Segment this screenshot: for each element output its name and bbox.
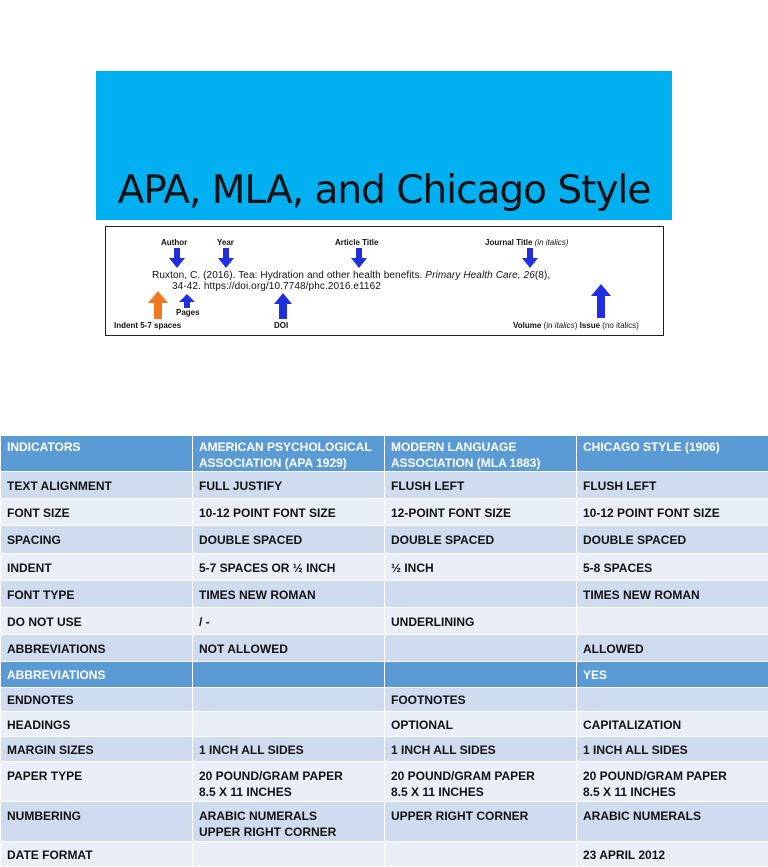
table-cell: DOUBLE SPACED bbox=[577, 526, 768, 554]
arrow-up-icon bbox=[179, 294, 195, 308]
table-row bbox=[1, 712, 768, 737]
table-cell: / - bbox=[193, 608, 385, 635]
table-cell: 20 POUND/GRAM PAPER 8.5 X 11 INCHES bbox=[193, 762, 385, 802]
table-cell: UNDERLINING bbox=[385, 608, 577, 635]
arrow-up-icon bbox=[148, 291, 168, 319]
table-cell: DO NOT USE bbox=[1, 608, 193, 635]
arrow-down-icon bbox=[218, 248, 234, 268]
table-cell: 10-12 POINT FONT SIZE bbox=[577, 499, 768, 526]
arrow-up-icon bbox=[591, 284, 611, 318]
table-cell: UPPER RIGHT CORNER bbox=[385, 802, 577, 842]
arrow-down-icon bbox=[522, 248, 538, 268]
page-title: APA, MLA, and Chicago Style bbox=[0, 168, 768, 214]
table-cell bbox=[385, 842, 577, 867]
table-cell bbox=[577, 688, 768, 712]
label-author: Author bbox=[161, 238, 187, 247]
table-row bbox=[1, 662, 768, 688]
table-cell: 23 APRIL 2012 bbox=[577, 842, 768, 867]
style-comparison-table bbox=[0, 435, 768, 867]
label-pages: Pages bbox=[176, 308, 200, 317]
table-cell: 1 INCH ALL SIDES bbox=[577, 737, 768, 762]
table-cell: ABBREVIATIONS bbox=[1, 635, 193, 662]
table-row bbox=[1, 737, 768, 762]
table-row bbox=[1, 842, 768, 867]
table-cell: FLUSH LEFT bbox=[577, 472, 768, 499]
table-cell: HEADINGS bbox=[1, 712, 193, 737]
table-cell bbox=[193, 688, 385, 712]
citation-line-2: 34-42. https://doi.org/10.7748/phc.2016.e1162 bbox=[172, 281, 381, 292]
header-cell: CHICAGO STYLE (1906) bbox=[577, 436, 768, 472]
table-cell: PAPER TYPE bbox=[1, 762, 193, 802]
table-cell bbox=[385, 581, 577, 608]
label-volume-issue: Volume (in italics) Issue (no italics) bbox=[513, 321, 639, 330]
label-article-title: Article Title bbox=[335, 238, 378, 247]
header-cell: MODERN LANGUAGE ASSOCIATION (MLA 1883) bbox=[385, 436, 577, 472]
table-cell bbox=[193, 712, 385, 737]
table-cell: 12-POINT FONT SIZE bbox=[385, 499, 577, 526]
table-cell: ABBREVIATIONS bbox=[1, 662, 193, 688]
table-cell: 20 POUND/GRAM PAPER 8.5 X 11 INCHES bbox=[577, 762, 768, 802]
table-cell: YES bbox=[577, 662, 768, 688]
table-cell: ENDNOTES bbox=[1, 688, 193, 712]
table-cell: DOUBLE SPACED bbox=[193, 526, 385, 554]
table-cell bbox=[577, 608, 768, 635]
table-cell: FULL JUSTIFY bbox=[193, 472, 385, 499]
table-cell: TEXT ALIGNMENT bbox=[1, 472, 193, 499]
table-row bbox=[1, 762, 768, 802]
table-cell: ALLOWED bbox=[577, 635, 768, 662]
table-cell: 10-12 POINT FONT SIZE bbox=[193, 499, 385, 526]
table-cell: 1 INCH ALL SIDES bbox=[193, 737, 385, 762]
table-cell: NUMBERING bbox=[1, 802, 193, 842]
table-row bbox=[1, 802, 768, 842]
header-cell: INDICATORS bbox=[1, 436, 193, 472]
table-cell: 20 POUND/GRAM PAPER 8.5 X 11 INCHES bbox=[385, 762, 577, 802]
arrow-up-icon bbox=[274, 293, 292, 319]
table-cell: NOT ALLOWED bbox=[193, 635, 385, 662]
table-row bbox=[1, 554, 768, 581]
table-row bbox=[1, 608, 768, 635]
header-cell: AMERICAN PSYCHOLOGICAL ASSOCIATION (APA 1929) bbox=[193, 436, 385, 472]
table-row bbox=[1, 499, 768, 526]
table-cell: FONT SIZE bbox=[1, 499, 193, 526]
table-row bbox=[1, 635, 768, 662]
table-row bbox=[1, 526, 768, 554]
table-cell: MARGIN SIZES bbox=[1, 737, 193, 762]
table-cell bbox=[193, 662, 385, 688]
citation-example bbox=[105, 226, 664, 336]
table-cell bbox=[385, 635, 577, 662]
table-cell: FOOTNOTES bbox=[385, 688, 577, 712]
table-cell: 1 INCH ALL SIDES bbox=[385, 737, 577, 762]
label-journal-title: Journal Title (in italics) bbox=[485, 238, 568, 247]
table-row bbox=[1, 581, 768, 608]
table-cell: TIMES NEW ROMAN bbox=[577, 581, 768, 608]
label-indent: Indent 5-7 spaces bbox=[114, 321, 181, 330]
table-cell: ½ INCH bbox=[385, 554, 577, 581]
table-header-row bbox=[1, 436, 768, 472]
table-cell: FLUSH LEFT bbox=[385, 472, 577, 499]
table-cell: TIMES NEW ROMAN bbox=[193, 581, 385, 608]
table-cell: DATE FORMAT bbox=[1, 842, 193, 867]
table-cell bbox=[193, 842, 385, 867]
arrow-down-icon bbox=[169, 248, 185, 268]
citation-line-1: Ruxton, C. (2016). Tea: Hydration and other health benefits. Primary Health Care, 26(8), bbox=[152, 270, 550, 281]
table-cell: SPACING bbox=[1, 526, 193, 554]
table-cell: 5-7 SPACES OR ½ INCH bbox=[193, 554, 385, 581]
table-row bbox=[1, 472, 768, 499]
table-cell bbox=[385, 662, 577, 688]
table-cell: ARABIC NUMERALS UPPER RIGHT CORNER bbox=[193, 802, 385, 842]
table-cell: DOUBLE SPACED bbox=[385, 526, 577, 554]
table-cell: OPTIONAL bbox=[385, 712, 577, 737]
table-cell: CAPITALIZATION bbox=[577, 712, 768, 737]
arrow-down-icon bbox=[351, 248, 367, 268]
table-cell: INDENT bbox=[1, 554, 193, 581]
table-cell: 5-8 SPACES bbox=[577, 554, 768, 581]
table-row bbox=[1, 688, 768, 712]
label-year: Year bbox=[217, 238, 234, 247]
table-cell: ARABIC NUMERALS bbox=[577, 802, 768, 842]
table-cell: FONT TYPE bbox=[1, 581, 193, 608]
label-doi: DOI bbox=[274, 321, 288, 330]
